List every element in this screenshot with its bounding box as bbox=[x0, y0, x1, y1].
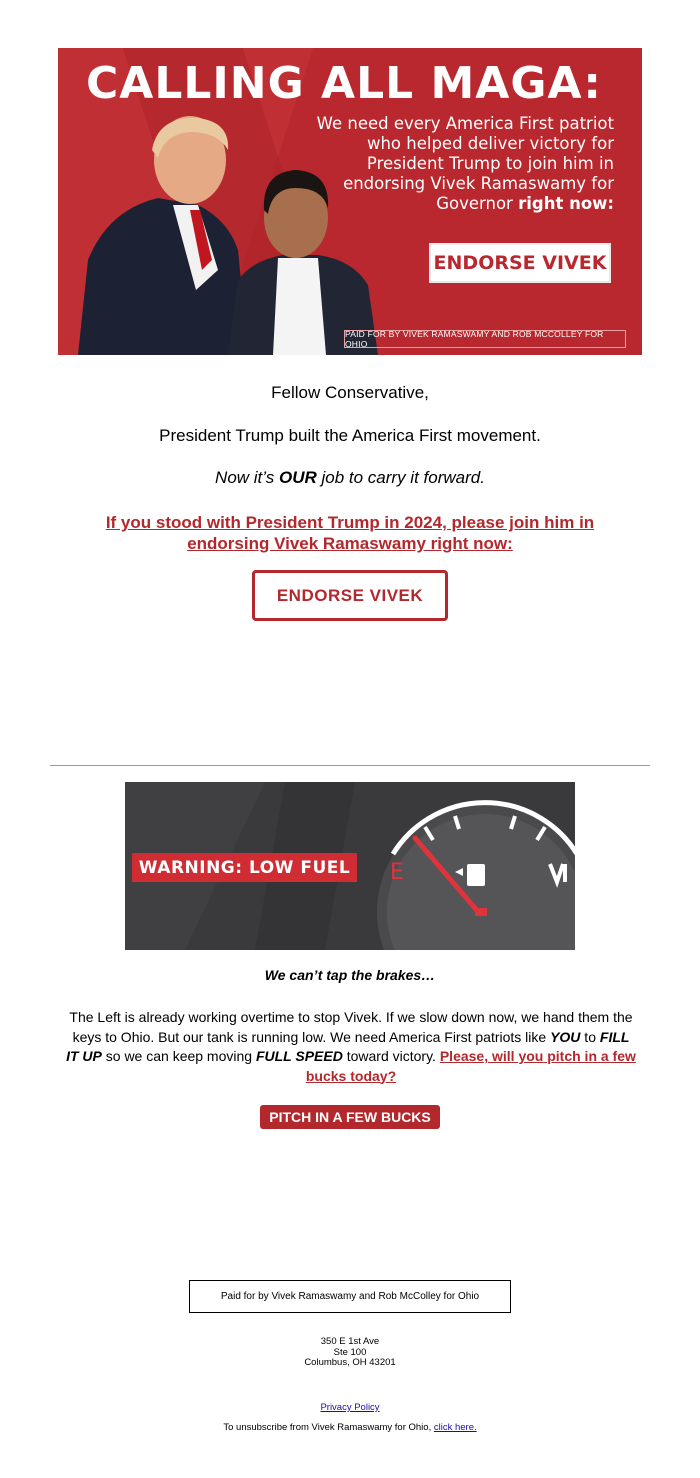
fuel-banner[interactable] bbox=[125, 782, 575, 950]
hero-copy bbox=[314, 114, 614, 214]
unsubscribe-link[interactable]: click here. bbox=[433, 1422, 477, 1433]
appeal-text: The Left is already working overtime to stop Vivek. If we slow down now, we hand them the keys to Ohio. But our tank is running low. We need America First patriots like bbox=[69, 1009, 633, 1045]
appeal-paragraph bbox=[66, 1008, 636, 1086]
brakes-heading: We can’t tap the brakes… bbox=[264, 967, 436, 983]
address-line: Columbus, OH 43201 bbox=[304, 1357, 396, 1368]
appeal-bold-fill: FILL IT UP bbox=[66, 1028, 630, 1064]
appeal-text: toward victory. bbox=[342, 1048, 440, 1064]
pitch-link[interactable]: Please, will you pitch in a few bucks today? bbox=[305, 1048, 636, 1084]
hero-title: CALLING ALL MAGA: bbox=[86, 58, 602, 109]
tagline-pre: Now it’s bbox=[215, 468, 279, 487]
hero-copy-bold: right now: bbox=[518, 194, 614, 213]
appeal-bold-you: YOU bbox=[550, 1028, 581, 1045]
address-line: Ste 100 bbox=[333, 1346, 367, 1358]
privacy-row bbox=[0, 1402, 700, 1413]
address-line: 350 E 1st Ave bbox=[320, 1336, 380, 1347]
greeting: Fellow Conservative, bbox=[271, 383, 429, 402]
unsubscribe-text: To unsubscribe from Vivek Ramaswamy for Ohio, bbox=[223, 1422, 434, 1433]
appeal-text: so we can keep moving bbox=[101, 1048, 256, 1064]
gauge-empty-label: E bbox=[390, 860, 404, 885]
endorse-link[interactable]: If you stood with President Trump in 2024, please join him in endorsing Vivek Ramaswamy right now: bbox=[105, 513, 595, 553]
pitch-button[interactable]: PITCH IN A FEW BUCKS bbox=[260, 1105, 440, 1129]
divider bbox=[50, 765, 650, 766]
paid-for-disclaimer: Paid for by Vivek Ramaswamy and Rob McColley for Ohio bbox=[189, 1280, 511, 1313]
privacy-policy-link[interactable]: Privacy Policy bbox=[320, 1402, 380, 1413]
unsubscribe-row bbox=[0, 1422, 700, 1433]
hero-endorse-button[interactable]: ENDORSE VIVEK bbox=[429, 243, 611, 283]
mailing-address bbox=[0, 1337, 700, 1369]
appeal-text: to bbox=[580, 1028, 600, 1045]
tagline-post: job to carry it forward. bbox=[316, 468, 485, 487]
tagline-bold: OUR bbox=[278, 468, 317, 487]
tagline bbox=[0, 468, 700, 488]
hero-paid-for-label: PAID FOR BY VIVEK RAMASWAMY AND ROB MCCOLLEY FOR OHIO bbox=[344, 330, 626, 348]
appeal-bold-speed: FULL SPEED bbox=[255, 1048, 343, 1064]
hero-copy-text: We need every America First patriot who helped deliver victory for President Trump to join him in endorsing Vivek Ramaswamy for Governor bbox=[316, 114, 614, 213]
endorse-button[interactable]: ENDORSE VIVEK bbox=[252, 570, 448, 621]
low-fuel-warning: WARNING: LOW FUEL bbox=[132, 853, 357, 882]
intro-line: President Trump built the America First movement. bbox=[159, 426, 541, 445]
hero-banner[interactable] bbox=[58, 48, 642, 355]
